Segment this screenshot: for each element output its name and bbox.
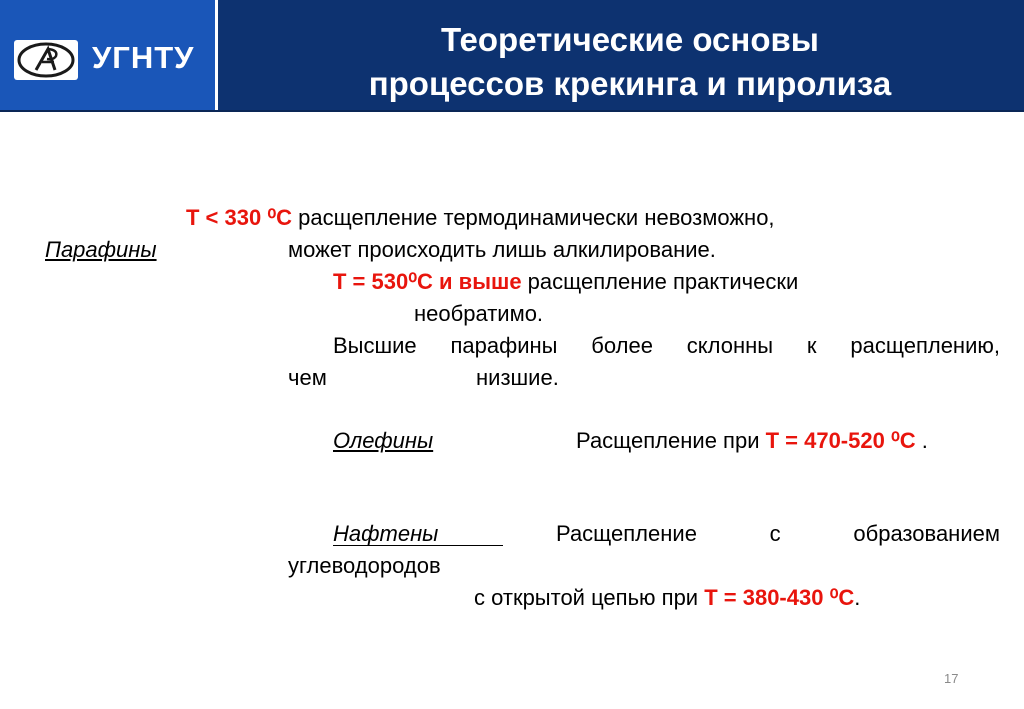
naphthenes-tail: . (854, 585, 861, 610)
paraffins-line-2 (333, 269, 798, 295)
header-divider (0, 110, 1024, 112)
olefins-label: Олефины (333, 428, 434, 453)
naphthenes-word-1: Расщепление (556, 521, 697, 546)
olefins-line (576, 428, 928, 454)
paraffins-text-3b-1: чем (288, 365, 327, 390)
naphthenes-line-3 (474, 585, 860, 611)
paraffins-line-1 (186, 205, 775, 231)
org-name: УГНТУ (92, 40, 195, 75)
paraffins-condition-1: Т < 330 ⁰С (186, 205, 293, 230)
olefins-text: Расщепление при (576, 428, 766, 453)
olefins-condition: Т = 470-520 ⁰С (765, 428, 916, 453)
naphthenes-word-3: образованием (853, 521, 1000, 546)
naphthenes-condition: Т = 380-430 ⁰С (704, 585, 855, 610)
ugntu-emblem-icon (14, 40, 78, 80)
paraffins-text-3b-2: низшие. (476, 365, 559, 390)
naphthenes-word-2: с (769, 521, 781, 546)
slide-header (0, 0, 1024, 112)
naphthenes-text-b: углеводородов (288, 553, 441, 578)
paraffins-text-2b: необратимо. (414, 301, 544, 326)
olefins-tail: . (915, 428, 928, 453)
paraffins-text-1b: может происходить лишь алкилирование. (288, 237, 716, 262)
paraffins-text-1: расщепление термодинамически невозможно, (292, 205, 775, 230)
naphthenes-label: Нафтены (333, 521, 439, 546)
title-line-1: Теоретические основы (441, 21, 819, 58)
paraffins-text-2: расщепление практически (521, 269, 799, 294)
logo-panel (0, 0, 218, 110)
page-title (236, 18, 1024, 106)
naphthenes-text-c: с открытой цепью при (474, 585, 705, 610)
page-number: 17 (944, 671, 959, 686)
title-line-2: процессов крекинга и пиролиза (368, 65, 892, 102)
paraffins-label: Парафины (45, 237, 157, 262)
paraffins-text-3: Высшие парафины более склонны к расщеплению, (333, 333, 1000, 358)
naphthenes-label-wrap (333, 521, 503, 546)
paraffins-condition-2: Т = 530⁰С и выше (333, 269, 522, 294)
naphthenes-line-1 (556, 521, 1000, 547)
